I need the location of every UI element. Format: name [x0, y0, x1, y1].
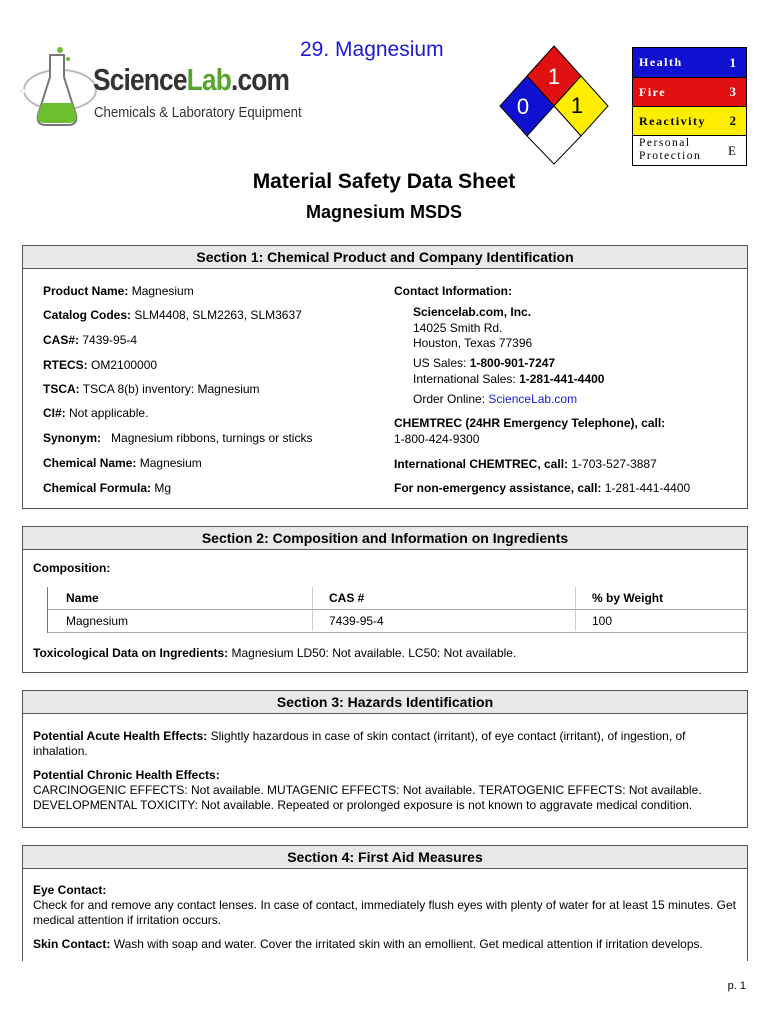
- section-2: [22, 526, 748, 673]
- section-2-heading: Section 2: Composition and Information on Ingredients: [23, 527, 747, 550]
- section-1-heading: Section 1: Chemical Product and Company Identification: [23, 246, 747, 269]
- contact-information-label: Contact Information:: [394, 284, 512, 298]
- ingredient-cas: 7439-95-4: [329, 614, 384, 628]
- composition-table: [47, 587, 748, 633]
- order-online: Order Online: ScienceLab.com: [413, 392, 578, 406]
- international-sales: International Sales: 1-281-441-4400: [413, 372, 605, 386]
- toxicological-data: Toxicological Data on Ingredients: Magnesium LD50: Not available. LC50: Not available.: [33, 646, 517, 660]
- page-number: p. 1: [727, 980, 746, 992]
- logo-wordmark: ScienceLab.com: [93, 62, 290, 97]
- tsca: TSCA: TSCA 8(b) inventory: Magnesium: [43, 382, 260, 396]
- ci-number: CI#: Not applicable.: [43, 406, 149, 420]
- table-row: [48, 610, 748, 633]
- section-4-heading: Section 4: First Aid Measures: [23, 846, 747, 869]
- section-4: [22, 845, 748, 961]
- chemical-name: Chemical Name: Magnesium: [43, 456, 202, 470]
- hmis-fire-row: Fire 3: [633, 78, 746, 107]
- synonym: Synonym: Magnesium ribbons, turnings or sticks: [43, 431, 313, 445]
- nfpa-diamond: [499, 44, 609, 166]
- hmis-rating-table: [632, 47, 747, 166]
- eye-contact-text: Check for and remove any contact lenses. In case of contact, immediately flush eyes with plenty of water for at least 15 minutes. Get medical attention if irritation occurs.: [33, 898, 737, 927]
- section-3-heading: Section 3: Hazards Identification: [23, 691, 747, 714]
- document-number-title: 29. Magnesium: [300, 38, 444, 61]
- rtecs: RTECS: OM2100000: [43, 358, 158, 372]
- skin-contact: Skin Contact: Wash with soap and water. Cover the irritated skin with an emollient. Get medical attention if irritation develops.: [33, 937, 703, 951]
- logo-tagline: Chemicals & Laboratory Equipment: [94, 104, 302, 121]
- nfpa-reactivity-value: 1: [570, 93, 584, 118]
- column-header-name: Name: [66, 591, 99, 605]
- address-line-2: Houston, Texas 77396: [413, 336, 533, 350]
- eye-contact-label: Eye Contact:: [33, 883, 107, 897]
- chemtrec-label: CHEMTREC (24HR Emergency Telephone), call:: [394, 416, 666, 430]
- section-1: [22, 245, 748, 509]
- document-subtitle: Magnesium MSDS: [305, 202, 463, 222]
- international-chemtrec: International CHEMTREC, call: 1-703-527-3887: [394, 457, 657, 471]
- address-line-1: 14025 Smith Rd.: [413, 321, 503, 335]
- document-title: Material Safety Data Sheet: [252, 170, 516, 193]
- catalog-codes: Catalog Codes: SLM4408, SLM2263, SLM3637: [43, 308, 302, 322]
- nfpa-health-value: 0: [516, 94, 530, 119]
- us-sales: US Sales: 1-800-901-7247: [413, 356, 556, 370]
- section-3: [22, 690, 748, 828]
- hmis-health-row: Health 1: [633, 48, 746, 78]
- chronic-health-effects-label: Potential Chronic Health Effects:: [33, 768, 220, 782]
- hmis-reactivity-row: Reactivity 2: [633, 107, 746, 136]
- acute-health-effects: Potential Acute Health Effects: Slightly hazardous in case of skin contact (irritant), of eye contact (irritant), of ingestion, of inhalation.: [33, 729, 686, 758]
- company-name: Sciencelab.com, Inc.: [413, 305, 532, 319]
- sciencelab-link[interactable]: ScienceLab.com: [488, 392, 578, 406]
- ingredient-name: Magnesium: [66, 614, 129, 628]
- composition-header-row: [48, 587, 748, 610]
- composition-label: Composition:: [33, 561, 111, 575]
- hmis-protection-row: Personal Protection E: [633, 136, 746, 165]
- product-name: Product Name: Magnesium: [43, 284, 194, 298]
- non-emergency-assistance: For non-emergency assistance, call: 1-281-441-4400: [394, 481, 691, 495]
- chemtrec-phone: 1-800-424-9300: [394, 432, 480, 446]
- chronic-health-effects-text: CARCINOGENIC EFFECTS: Not available. MUTAGENIC EFFECTS: Not available. TERATOGENIC EFFECTS: Not available. DEVELOPMENTAL TOXICITY: Not available. Repeated or prolonged exposure is not known to aggravate medical condition.: [33, 783, 702, 812]
- cas-number: CAS#: 7439-95-4: [43, 333, 138, 347]
- chemical-formula: Chemical Formula: Mg: [43, 481, 172, 495]
- column-header-cas: CAS #: [329, 591, 365, 605]
- ingredient-weight: 100: [592, 614, 613, 628]
- column-header-weight: % by Weight: [592, 591, 664, 605]
- nfpa-fire-value: 1: [547, 64, 561, 89]
